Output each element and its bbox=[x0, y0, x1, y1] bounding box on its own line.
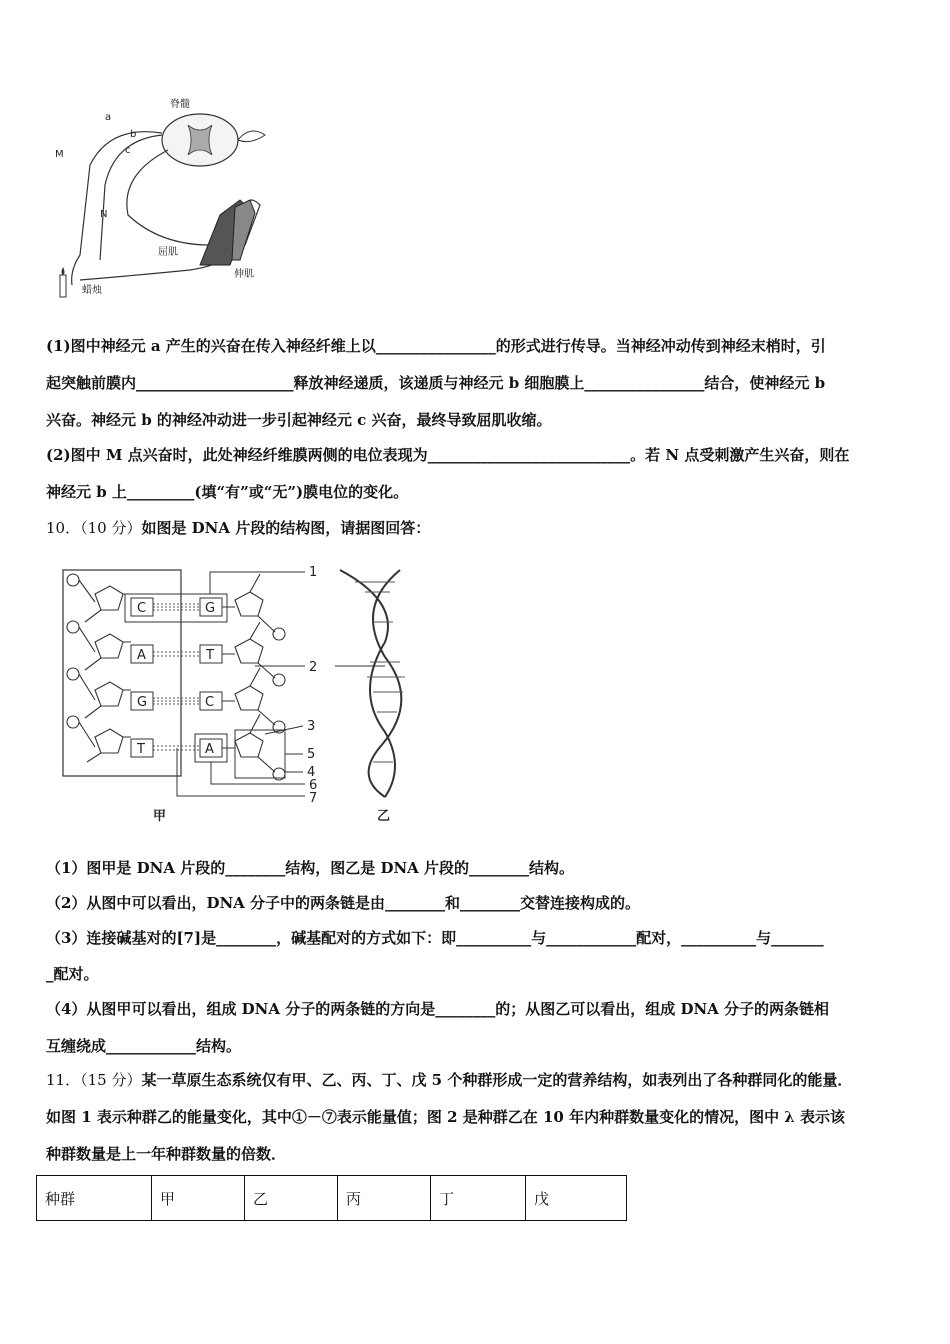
table-header-cell: 甲 bbox=[152, 1176, 245, 1221]
q10-sub2: （2）从图中可以看出，DNA 分子中的两条链是由________和________交替连接构成的。 bbox=[46, 894, 641, 912]
q10-score: （10 分） bbox=[80, 519, 142, 537]
q10-sub4-line1: （4）从图甲可以看出，组成 DNA 分子的两条链的方向是________的；从图乙可以看出，组成 DNA 分子的两条链相 bbox=[46, 1000, 830, 1018]
table-header-cell: 丁 bbox=[431, 1176, 526, 1221]
q11-header bbox=[46, 1070, 852, 1090]
label-N: N bbox=[100, 209, 108, 220]
callout-4: 4 bbox=[307, 765, 316, 780]
caption-right: 乙 bbox=[377, 809, 391, 824]
right-base-4: A bbox=[205, 742, 214, 757]
label-M: M bbox=[55, 149, 64, 160]
label-extensor: 伸肌 bbox=[234, 269, 254, 280]
label-c: c bbox=[125, 145, 131, 156]
left-base-1: C bbox=[137, 601, 147, 616]
q9-part1-line2: 起突触前膜内_____________________释放神经递质，该递质与神经元 b 细胞膜上________________结合，使神经元 b bbox=[46, 374, 826, 392]
q10-sub4-line2: 互缠绕成____________结构。 bbox=[46, 1037, 242, 1055]
q9-part1-line1: (1)图中神经元 a 产生的兴奋在传入神经纤维上以________________的形式进行传导。当神经冲动传到神经末梢时，引 bbox=[46, 337, 826, 355]
q10-text: 如图是 DNA 片段的结构图，请据图回答： bbox=[141, 519, 431, 537]
q11-line2: 如图 1 表示种群乙的能量变化，其中①－⑦表示能量值；图 2 是种群乙在 10 年内种群数量变化的情况，图中 λ 表示该 bbox=[46, 1108, 846, 1126]
table-header-cell: 丙 bbox=[338, 1176, 431, 1221]
right-base-2: T bbox=[206, 648, 214, 663]
table-header-cell: 乙 bbox=[245, 1176, 338, 1221]
q11-line3: 种群数量是上一年种群数量的倍数． bbox=[46, 1145, 287, 1163]
q9-part2-line2: 神经元 b 上_________(填“有”或“无”)膜电位的变化。 bbox=[46, 483, 409, 501]
callout-3: 3 bbox=[307, 719, 316, 734]
q10-sub3-line1: （3）连接碱基对的[7]是________，碱基配对的方式如下：即__________与____________配对，__________与_______ bbox=[46, 929, 824, 947]
callout-5: 5 bbox=[307, 747, 316, 762]
label-flexor: 屈肌 bbox=[158, 247, 178, 258]
q10-sub1: （1）图甲是 DNA 片段的________结构，图乙是 DNA 片段的________结构。 bbox=[46, 859, 575, 877]
table-header-cell: 戊 bbox=[526, 1176, 627, 1221]
label-b: b bbox=[130, 129, 137, 140]
label-a: a bbox=[105, 112, 112, 123]
callout-2: 2 bbox=[309, 660, 318, 675]
caption-left: 甲 bbox=[153, 809, 167, 824]
dna-figure bbox=[55, 562, 455, 832]
reflex-arc-figure bbox=[50, 95, 280, 305]
callout-7: 7 bbox=[309, 791, 318, 806]
callout-1: 1 bbox=[309, 565, 318, 580]
table-header-cell: 种群 bbox=[37, 1176, 152, 1221]
left-base-4: T bbox=[137, 742, 145, 757]
label-spinal-cord: 脊髓 bbox=[170, 99, 190, 110]
callout-6: 6 bbox=[309, 778, 318, 793]
q11-line1: 某一草原生态系统仅有甲、乙、丙、丁、戊 5 个种群形成一定的营养结构，如表列出了各种群同化的能量． bbox=[141, 1071, 853, 1089]
q10-number: 10． bbox=[46, 519, 81, 537]
table-row bbox=[37, 1176, 627, 1221]
q9-part2-line1: (2)图中 M 点兴奋时，此处神经纤维膜两侧的电位表现为___________________________。若 N 点受刺激产生兴奋，则在 bbox=[46, 446, 850, 464]
q10-sub3-line2: _配对。 bbox=[46, 965, 99, 983]
left-base-3: G bbox=[137, 695, 148, 710]
q11-number: 11． bbox=[46, 1071, 81, 1089]
q10-header bbox=[46, 518, 430, 538]
label-candle: 蜡烛 bbox=[82, 285, 102, 296]
q11-score: （15 分） bbox=[80, 1071, 142, 1089]
right-base-1: G bbox=[205, 601, 216, 616]
energy-table bbox=[36, 1175, 627, 1221]
right-base-3: C bbox=[205, 695, 215, 710]
q9-part1-line3: 兴奋。神经元 b 的神经冲动进一步引起神经元 c 兴奋，最终导致屈肌收缩。 bbox=[46, 411, 552, 429]
left-base-2: A bbox=[137, 648, 146, 663]
